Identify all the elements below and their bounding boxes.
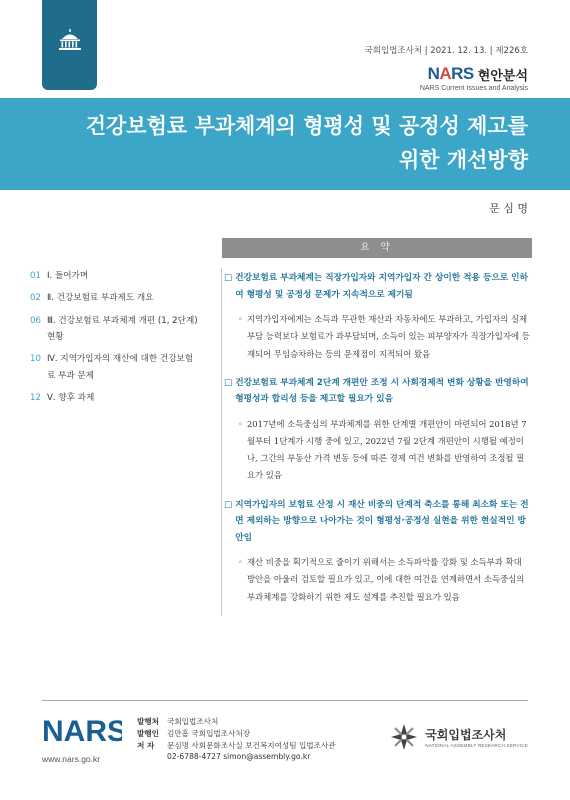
issue-series-english: NARS Current Issues and Analysis [419, 85, 528, 92]
footer-publisher-info [137, 716, 336, 763]
org-name-korean: 국회입법조사처 [425, 728, 507, 742]
issue-series-name: 현안분석 [477, 68, 528, 84]
nars-logo-icon [42, 715, 122, 745]
toc-text: Ⅰ. 들어가며 [47, 271, 89, 281]
info-value: 국회입법조사처 [167, 717, 219, 726]
checkbox-bullet-icon: □ [224, 377, 233, 388]
circle-bullet-icon: ◦ [238, 557, 243, 568]
toc-text: Ⅱ. 건강보험료 부과제도 개요 [47, 293, 154, 304]
summary-point-head: 지역가입자의 보험료 산정 시 재산 비중의 단계적 축소를 통해 최소화 또는 전면 제외하는 방향으로 나아가는 것이 형평성·공정성 실현을 위한 현실적인 방안임 [235, 499, 529, 543]
summary-point-body: 재산 비중을 획기적으로 줄이기 위해서는 소득파악률 강화 및 소득부과 확대 방안을 아울러 검토할 필요가 있고, 이에 대한 여건을 연계하면서 소득중심의 부과체계를 강화하기 위한 제도 설계를 추진할 필요가 있음 [246, 557, 525, 602]
summary-point [222, 270, 532, 363]
footer-nars-logo [42, 715, 122, 749]
toc-page: 02 [30, 293, 41, 304]
info-key: 발행처 [137, 717, 160, 726]
summary-heading: 요 약 [222, 238, 532, 258]
summary-divider [221, 268, 222, 616]
toc-item[interactable] [30, 313, 200, 346]
publication-info: 국회입법조사처 | 2021. 12. 13. | 제226호 [364, 46, 528, 56]
toc-text: Ⅳ. 지역가입자의 재산에 대한 건강보험료 부과 문제 [47, 354, 194, 381]
report-title-line2: 위한 개선방향 [398, 148, 528, 172]
toc-text: Ⅲ. 건강보험료 부과체계 개편 (1, 2단계) 현황 [47, 315, 198, 342]
summary-point-body: 지역가입자에게는 소득과 무관한 재산과 자동차에도 부과하고, 가입자의 실제 부담 능력보다 보험료가 과부담되며, 소득이 있는 피부양자가 직장가입자에 등재되어 무임승차하는 등의 문제점이 지적되어 왔음 [246, 314, 530, 359]
summary-point [222, 375, 532, 485]
toc-item[interactable] [30, 290, 200, 306]
author-name: 문 심 명 [489, 202, 528, 215]
info-value: 김만흠 국회입법조사처장 [167, 728, 251, 738]
info-value: 문심명 사회문화조사실 보건복지여성팀 입법조사관 [167, 740, 336, 750]
info-key [137, 751, 167, 763]
info-key: 발행인 [137, 728, 160, 738]
research-service-emblem-icon [389, 722, 419, 752]
assembly-dome-icon [56, 28, 84, 52]
toc-page: 10 [30, 354, 41, 365]
title-banner [0, 98, 570, 190]
checkbox-bullet-icon: □ [224, 273, 233, 283]
circle-bullet-icon: ◦ [238, 418, 243, 429]
summary-panel [222, 238, 532, 606]
toc-item[interactable] [30, 268, 200, 284]
toc-page: 12 [30, 392, 41, 403]
info-contact: 02-6788-4727 simon@assembly.go.kr [167, 752, 311, 762]
footer-url-link[interactable]: www.nars.go.kr [42, 754, 101, 764]
footer-org-logo [389, 722, 528, 752]
toc-page: 06 [30, 315, 41, 326]
summary-point [222, 497, 532, 606]
report-title-line1: 건강보험료 부과체계의 형평성 및 공정성 제고를 [85, 114, 528, 138]
nars-logo-text: NARS [42, 715, 122, 745]
checkbox-bullet-icon: □ [224, 499, 233, 510]
summary-point-head: 건강보험료 부과체계는 직장가입자와 지역가입자 간 상이한 적용 등으로 인하여 형평성 및 공정성 문제가 지속적으로 제기됨 [235, 273, 528, 300]
footer-divider [42, 700, 528, 701]
nars-brand-logo: NARS [427, 64, 474, 83]
circle-bullet-icon: ◦ [238, 314, 243, 325]
table-of-contents [30, 268, 200, 412]
toc-item[interactable] [30, 351, 200, 384]
summary-point-head: 건강보험료 부과체계 2단계 개편안 조정 시 사회경제적 변화 상황을 반영하여 형평성과 합리성 등을 제고할 필요가 있음 [235, 377, 529, 405]
summary-point-body: 2017년에 소득중심의 부과체계를 위한 단계별 개편안이 마련되어 2018년 7월부터 1단계가 시행 중에 있고, 2022년 7월 2단계 개편안이 시행될 예정이나, 그간의 부동산 가격 변동 등에 따른 경제 여건 변화를 반영하여 조정될 필요가 있음 [246, 418, 527, 481]
toc-page: 01 [30, 271, 41, 281]
info-key: 저 자 [137, 740, 155, 750]
issue-branding [420, 64, 528, 92]
toc-text: Ⅴ. 향후 과제 [47, 392, 95, 403]
assembly-building-logo [42, 0, 97, 90]
toc-item[interactable] [30, 390, 200, 406]
org-name-english: NATIONAL ASSEMBLY RESEARCH SERVICE [425, 743, 528, 748]
